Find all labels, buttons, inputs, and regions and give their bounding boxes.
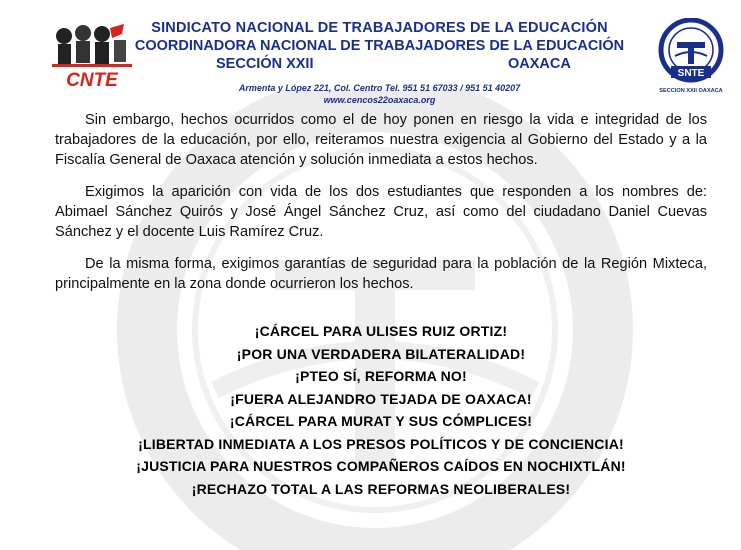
slogan-line: ¡JUSTICIA PARA NUESTROS COMPAÑEROS CAÍDOS EN NOCHIXTLÁN! [136,458,626,474]
paragraph-security: De la misma forma, exigimos garantías de seguridad para la población de la Región Mixteca, principalmente en la zona donde ocurrieron los hechos. [55,256,707,292]
cnte-logo-text: CNTE [66,70,118,90]
slogan-line: ¡LIBERTAD INMEDIATA A LOS PRESOS POLÍTICOS Y DE CONCIENCIA! [138,435,624,452]
snte-seal-subtext: SECCION XXII OAXACA [659,88,723,94]
slogan-line: ¡RECHAZO TOTAL A LAS REFORMAS NEOLIBERALES! [191,480,571,497]
slogan-line: ¡CÁRCEL PARA MURAT Y SUS CÓMPLICES! [229,413,533,429]
website-line: www.cencos22oaxaca.org [323,95,436,105]
slogan-line: ¡CÁRCEL PARA ULISES RUIZ ORTIZ! [254,323,508,339]
snte-seal-text: SNTE [677,68,705,79]
slogan-line: ¡POR UNA VERDADERA BILATERALIDAD! [236,345,526,362]
union-name-line: SINDICATO NACIONAL DE TRABAJADORES DE LA EDUCACIÓN [151,20,608,36]
paragraph-missing-persons: Exigimos la aparición con vida de los dos estudiantes que responden a los nombres de: Abimael Sánchez Quirós y José Ángel Sánchez Cruz, así como del ciudadano Daniel Cuevas Sánchez y el docente Luis Ramírez Cruz. [55,184,707,240]
letterhead [0,0,741,108]
address-line: Armenta y López 221, Col. Centro Tel. 951 51 67033 / 951 51 40207 [238,83,521,93]
slogan-line: ¡PTEO SÍ, REFORMA NO! [295,368,467,384]
state-label: OAXACA [508,56,571,72]
slogan-line: ¡FUERA ALEJANDRO TEJADA DE OAXACA! [230,390,532,407]
snte-seal-icon [657,18,725,98]
letter-body [55,110,707,306]
section-label: SECCIÓN XXII [216,56,314,72]
coordinator-name-line: COORDINADORA NACIONAL DE TRABAJADORES DE LA EDUCACIÓN [134,38,625,54]
paragraph-risk: Sin embargo, hechos ocurridos como el de hoy ponen en riesgo la vida e integridad de los trabajadores de la educación, por ello, reiteramos nuestra exigencia al Gobierno del Estado y a la Fiscalía General de Oaxaca atención y solución inmediata a estos hechos. [55,112,707,168]
slogans-list [55,320,707,500]
